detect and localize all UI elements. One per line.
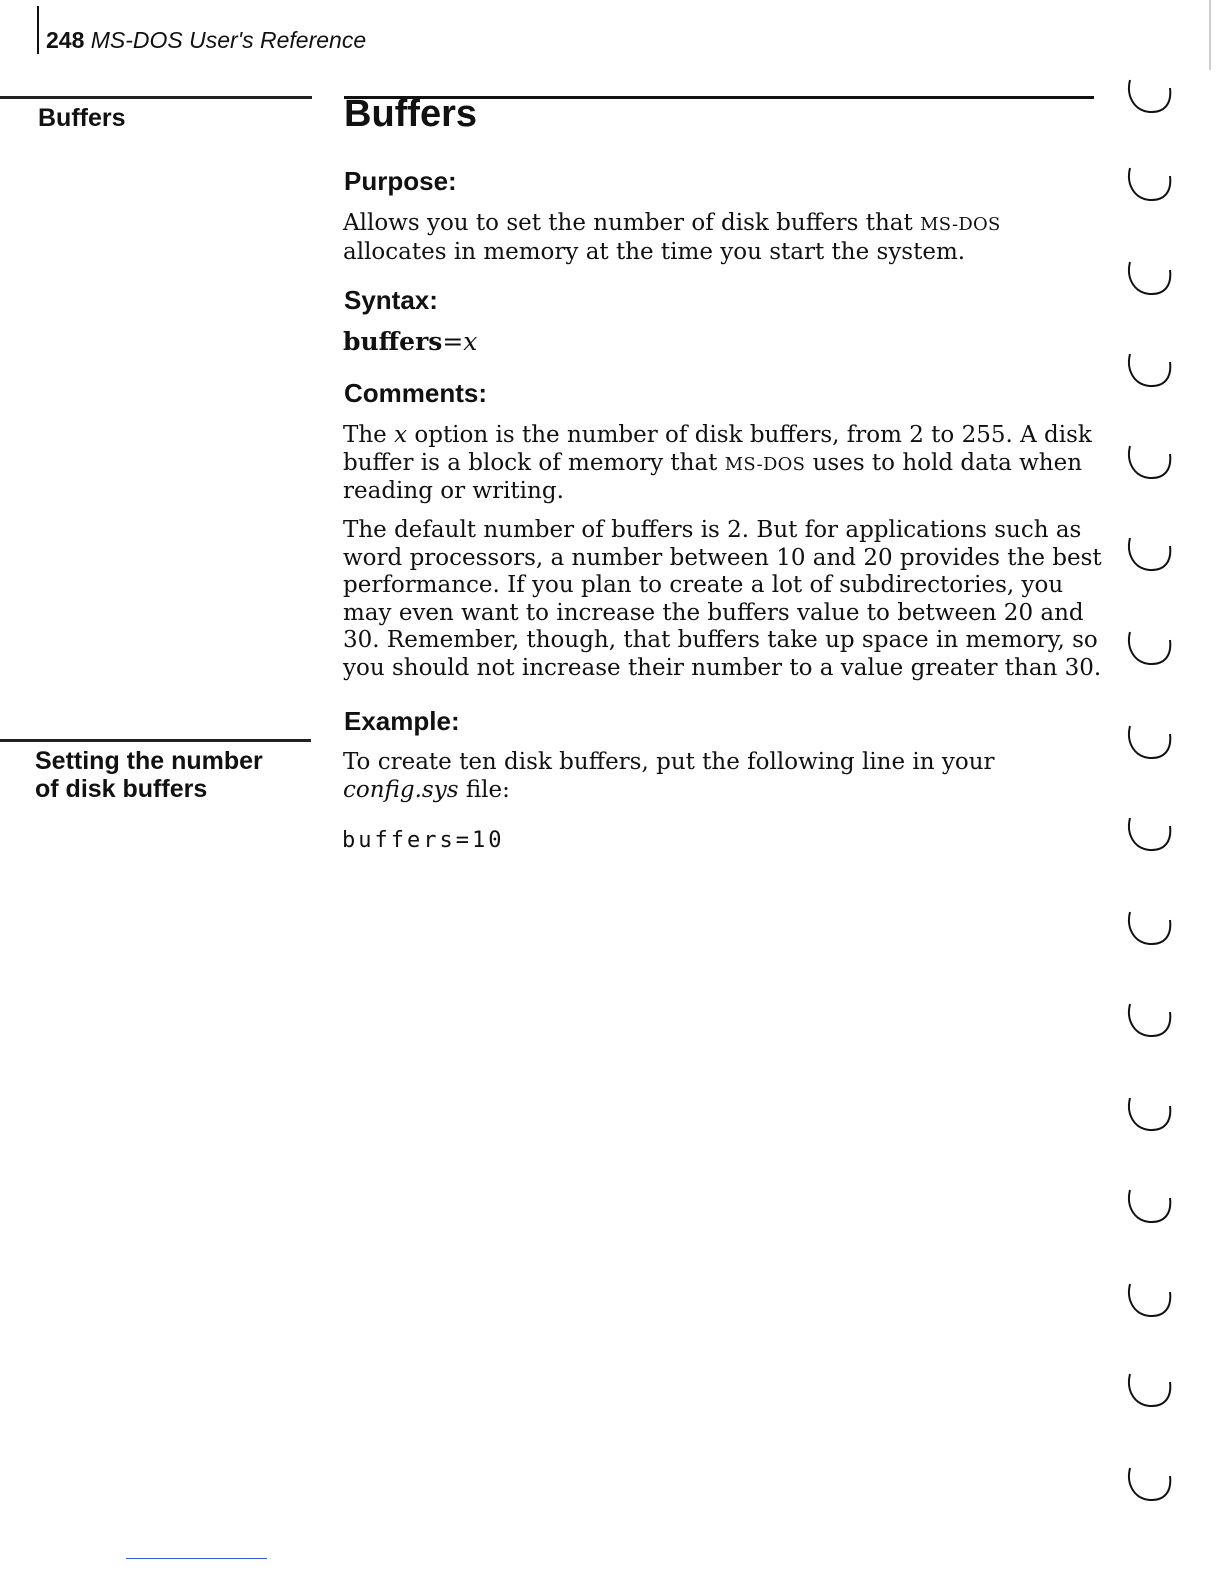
book-title: MS-DOS User's Reference (90, 27, 367, 53)
binding-hole-icon (1124, 720, 1174, 764)
example-code: buffers=10 (342, 828, 505, 853)
purpose-heading: Purpose: (344, 166, 457, 196)
binding-hole-icon (1124, 1092, 1174, 1136)
example-heading: Example: (344, 706, 460, 736)
binding-hole-icon (1124, 1368, 1174, 1412)
ms-dos-smallcaps: MS-DOS (920, 214, 1001, 235)
binding-hole-icon (1124, 626, 1174, 670)
binding-hole-icon (1124, 162, 1174, 206)
margin-rule-top (0, 96, 312, 99)
binding-hole-icon (1124, 440, 1174, 484)
purpose-paragraph: Allows you to set the number of disk buffers that MS-DOS allocates in memory at the time you start the system. (343, 210, 1001, 265)
comments-paragraph-2: The default number of buffers is 2. But for applications such as word processors, a number between 10 and 20 provides the best performance. If you plan to create a lot of subdirectories, you may even want to increase the buffers value to between 20 and 30. Remember, though, that buffers take up space in memory, so you should not increase their number to a value greater than 30. (343, 517, 1102, 681)
margin-note-setting (35, 747, 263, 803)
syntax-heading: Syntax: (344, 285, 438, 315)
entry-title: Buffers (344, 93, 478, 135)
binding-hole-icon (1124, 1184, 1174, 1228)
config-sys-filename: config.sys (343, 776, 459, 803)
header-rule (37, 6, 39, 54)
binding-hole-icon (1124, 1462, 1174, 1506)
binding-hole-icon (1124, 532, 1174, 576)
syntax-equals: = (442, 327, 464, 356)
binding-hole-icon (1124, 1278, 1174, 1322)
binding-hole-icon (1124, 256, 1174, 300)
comments-heading: Comments: (344, 378, 488, 408)
binding-hole-icon (1124, 74, 1174, 118)
margin-note-buffers: Buffers (38, 104, 126, 132)
binding-hole-icon (1124, 998, 1174, 1042)
comments-paragraph-1: The x option is the number of disk buffers, from 2 to 255. A disk buffer is a block of memory that MS-DOS uses to hold data when reading or writing. (343, 422, 1092, 504)
syntax-variable: x (463, 327, 478, 356)
syntax-command: buffers (343, 327, 443, 356)
page-number: 248 (46, 27, 85, 53)
syntax-line (343, 327, 477, 356)
running-head (46, 27, 366, 54)
margin-note-line-2: of disk buffers (35, 775, 208, 803)
margin-rule-setting (0, 739, 311, 742)
binding-hole-icon (1124, 348, 1174, 392)
page-edge (1209, 0, 1211, 70)
example-paragraph: To create ten disk buffers, put the following line in your config.sys file: (343, 749, 995, 803)
stray-mark (126, 1558, 267, 1559)
binding-hole-icon (1124, 906, 1174, 950)
binding-hole-icon (1124, 812, 1174, 856)
margin-note-line-1: Setting the number (35, 747, 263, 775)
